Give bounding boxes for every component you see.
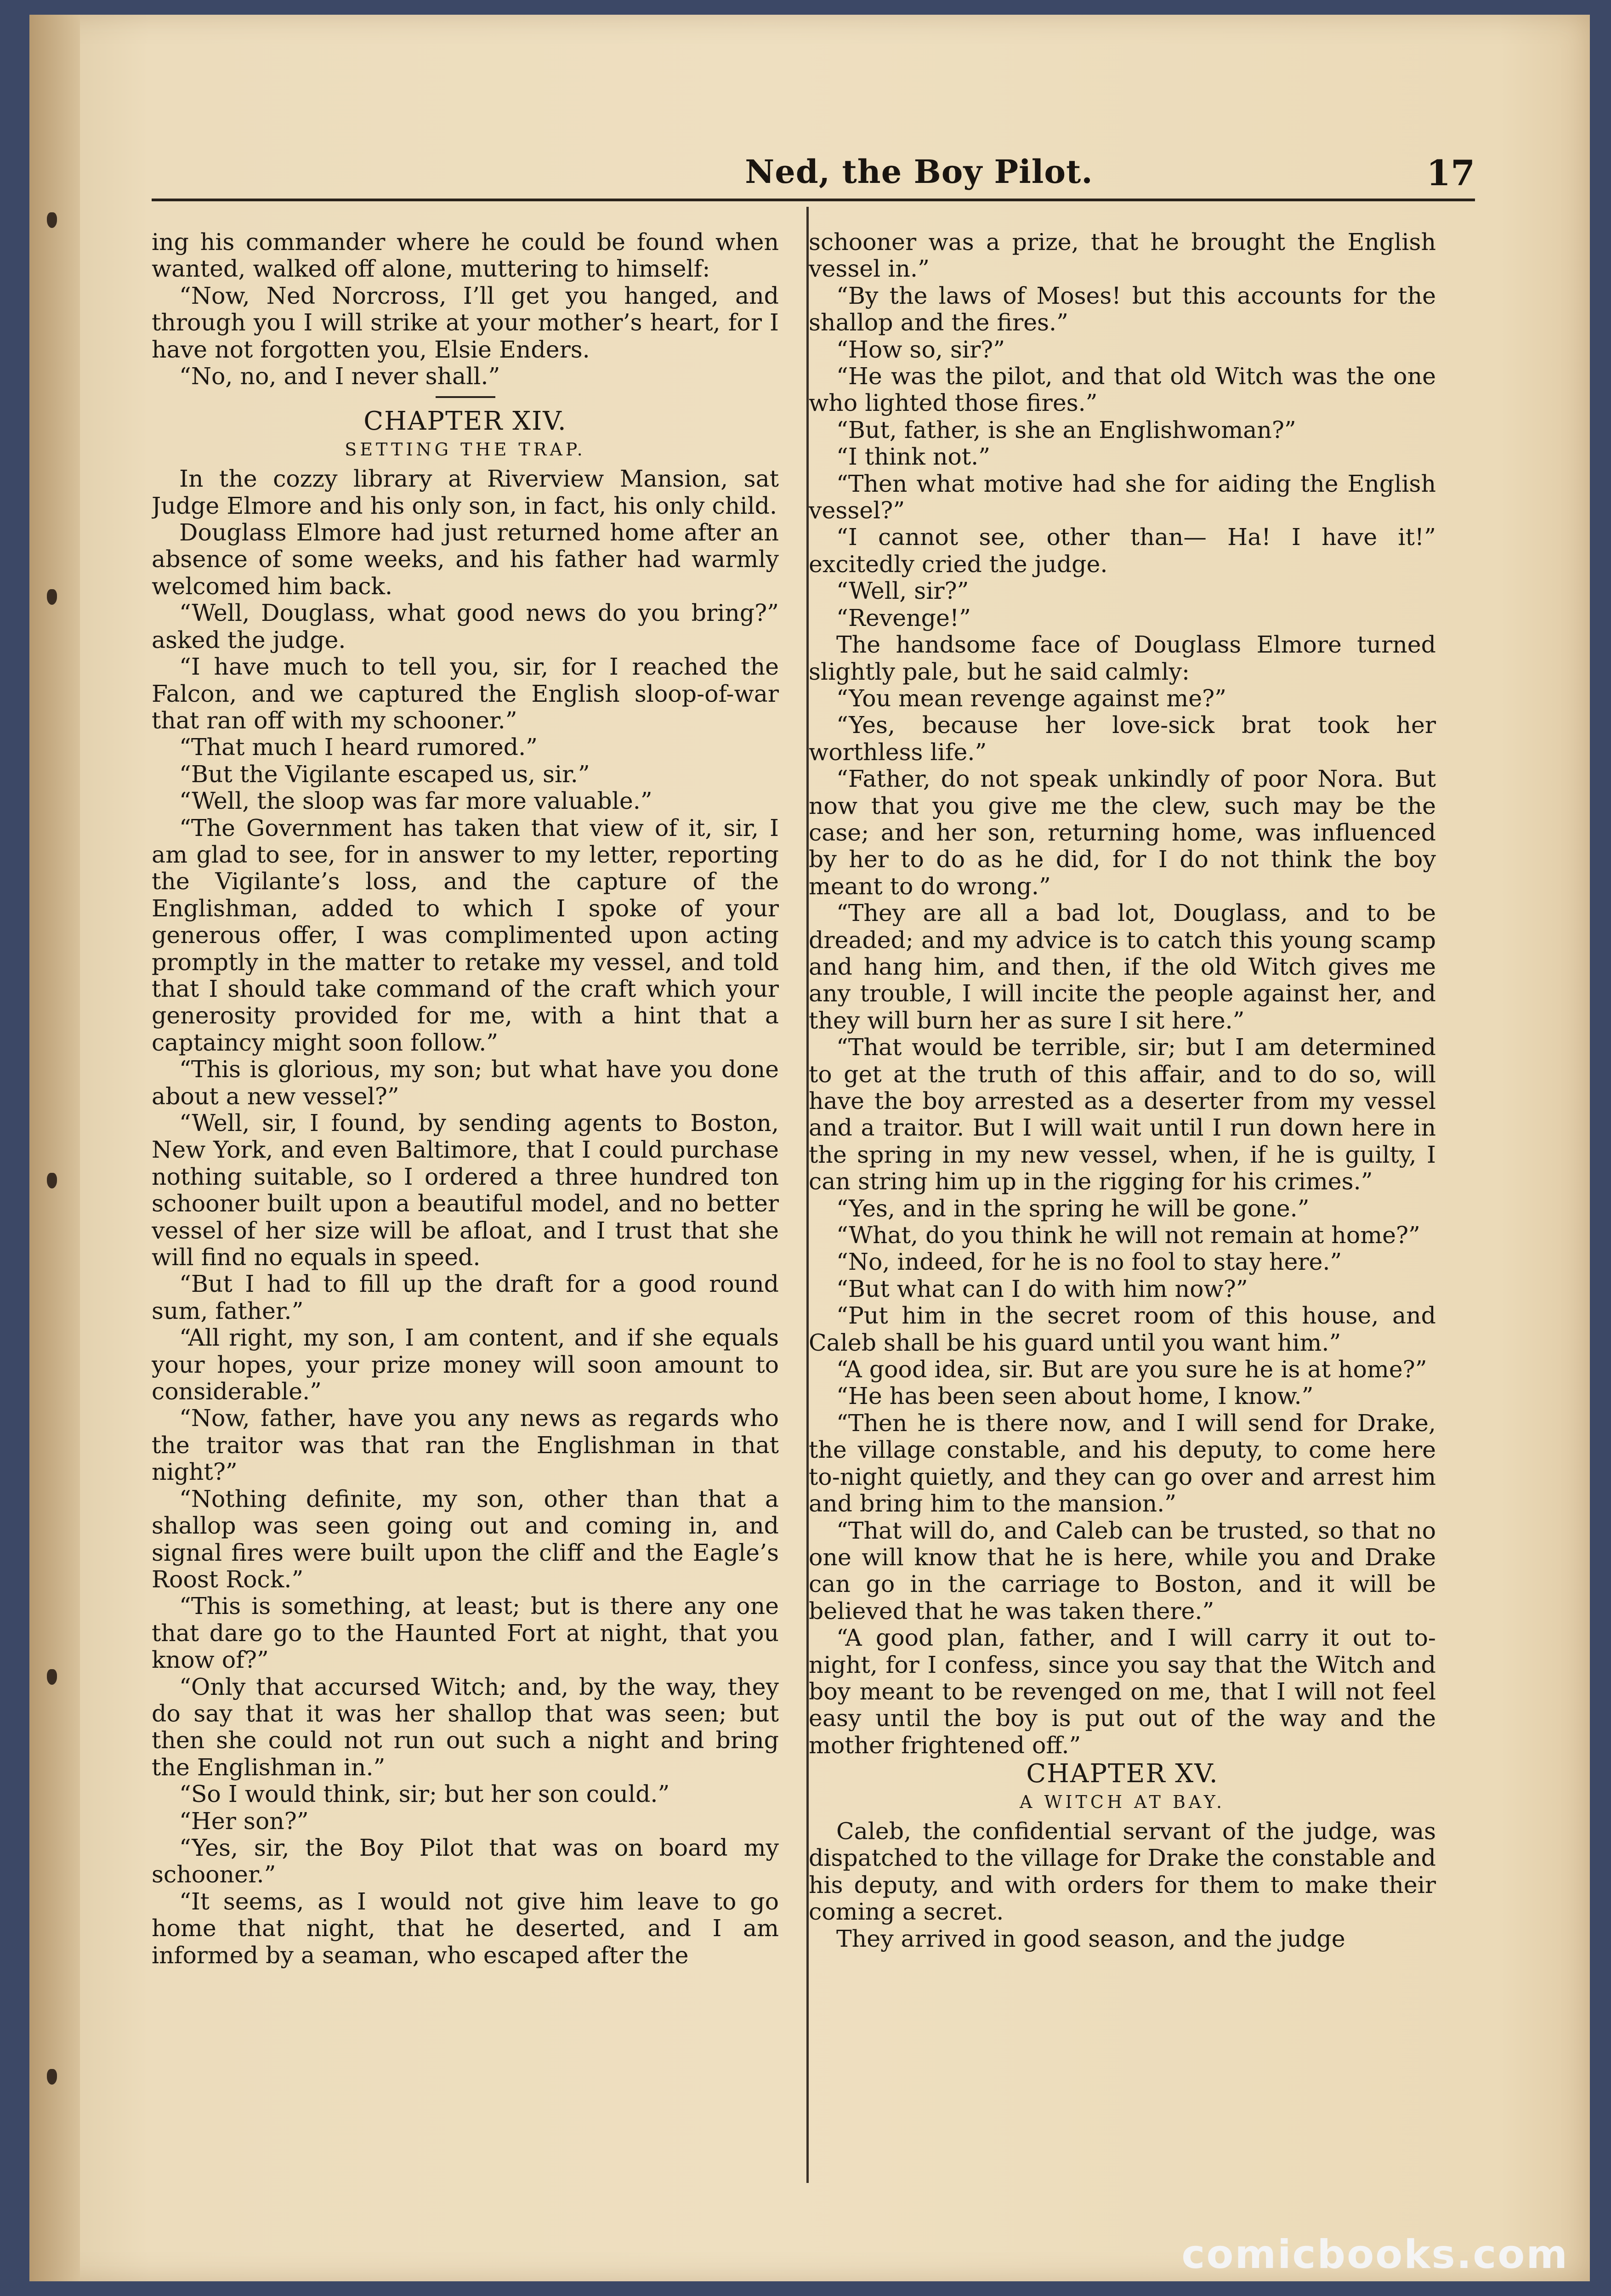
paragraph: “I cannot see, other than— Ha! I have it!” excitedly cried the judge. [809,523,1436,578]
page-number: 17 [1426,153,1475,193]
paragraph: “That much I heard rumored.” [179,733,538,761]
paragraph: “What, do you think he will not remain at home?” [836,1222,1420,1249]
paragraph: “That will do, and Caleb can be trusted, so that no one will know that he is here, while you and Drake can go in the carriage to Boston, and it will be believed that he was taken there.” [809,1517,1436,1625]
paragraph: In the cozzy library at Riverview Mansion, sat Judge Elmore and his only son, in fact, his only child. [152,465,779,519]
paragraph: Caleb, the confidential servant of the judge, was dispatched to the village for Drake the constable and his deputy, and with orders for them to make their coming a secret. [809,1817,1436,1926]
binding-stitch [47,1173,57,1188]
paragraph: “This is glorious, my son; but what have you done about a new vessel?” [152,1056,779,1110]
paragraph: “Well, Douglass, what good news do you bring?” asked the judge. [152,599,779,654]
paragraph: “Now, father, have you any news as regards who the traitor was that ran the Englishman in that night?” [152,1404,779,1486]
paragraph: “Now, Ned Norcross, I’ll get you hanged, and through you I will strike at your mother’s heart, for I have not forgotten you, Elsie Enders. [152,282,779,363]
chapter-rule [436,396,495,398]
binding-stitch [47,589,57,605]
paragraph: “By the laws of Moses! but this accounts for the shallop and the fires.” [809,282,1436,336]
left-column [152,229,779,2187]
right-column [809,229,1436,2187]
page-binding [29,15,80,2281]
paragraph: “Yes, because her love-sick brat took her worthless life.” [809,711,1436,766]
paragraph: “Father, do not speak unkindly of poor Nora. But now that you give me the clew, such may be the case; and her son, returning home, was influenced by her to do as he did, for I do not think the boy meant to do wrong.” [809,765,1436,900]
paragraph: “But I had to fill up the draft for a good round sum, father.” [152,1270,779,1324]
paragraph: “Her son?” [179,1807,309,1835]
paragraph: Douglass Elmore had just returned home after an absence of some weeks, and his father had warmly welcomed him back. [152,519,779,600]
paragraph: “Well, the sloop was far more valuable.” [179,787,652,815]
paragraph: “So I would think, sir; but her son could.” [179,1780,670,1808]
paragraph: “Well, sir?” [836,577,969,605]
paragraph: “He was the pilot, and that old Witch was the one who lighted those fires.” [809,363,1436,417]
paragraph: The handsome face of Douglass Elmore turned slightly pale, but he said calmly: [809,631,1436,685]
paragraph: “He has been seen about home, I know.” [836,1382,1314,1410]
watermark: comicbooks.com [1181,2232,1569,2278]
paragraph: “Only that accursed Witch; and, by the way, they do say that it was her shallop that was seen; but then she could not run out such a night and bring the Englishman in.” [152,1673,779,1781]
header-rule [152,199,1475,201]
paragraph: “But the Vigilante escaped us, sir.” [179,760,590,788]
paragraph: “That would be terrible, sir; but I am determined to get at the truth of this affair, and to do so, will have the boy arrested as a deserter from my vessel and a traitor. But I will wait until I run down here in the spring in my new vessel, when, if he is guilty, I can string him up in the rigging for his crimes.” [809,1034,1436,1195]
paragraph: schooner was a prize, that he brought the English vessel in.” [809,229,1436,283]
paragraph: “Nothing definite, my son, other than that a shallop was seen going out and coming in, and signal fires were built upon the cliff and the Eagle’s Roost Rock.” [152,1485,779,1593]
paragraph: “Yes, and in the spring he will be gone.” [836,1194,1310,1222]
paragraph: “A good plan, father, and I will carry it out to-night, for I confess, since you say that the Witch and boy meant to be revenged on me, that I will not feel easy until the boy is put out of the way and the mother frightened off.” [809,1624,1436,1759]
paragraph: “I think not.” [836,443,991,471]
page-header [152,147,1475,198]
paragraph: “How so, sir?” [836,335,1005,363]
chapter-heading: CHAPTER XV. [1026,1759,1219,1789]
paragraph: “But what can I do with him now?” [836,1275,1248,1302]
chapter-subtitle: SETTING THE TRAP. [345,439,586,460]
paragraph: “It seems, as I would not give him leave to go home that night, that he deserted, and I am informed by a seaman, who escaped after the [152,1887,779,1969]
paragraph: “All right, my son, I am content, and if she equals your hopes, your prize money will soon amount to considerable.” [152,1324,779,1405]
paragraph: “They are all a bad lot, Douglass, and to be dreaded; and my advice is to catch this young scamp and hang him, and then, if the old Witch gives me any trouble, I will incite the people against her, and they will burn her as sure I sit here.” [809,899,1436,1034]
paragraph: “A good idea, sir. But are you sure he is at home?” [836,1356,1427,1383]
paragraph: “Yes, sir, the Boy Pilot that was on board my schooner.” [152,1834,779,1888]
binding-stitch [47,212,57,228]
paragraph: “This is something, at least; but is there any one that dare go to the Haunted Fort at night, that you know of?” [152,1592,779,1674]
paragraph: “But, father, is she an Englishwoman?” [836,416,1296,443]
paragraph: “I have much to tell you, sir, for I reached the Falcon, and we captured the English sloop-of-war that ran off with my schooner.” [152,653,779,734]
paragraph: “Put him in the secret room of this house, and Caleb shall be his guard until you want him.” [809,1302,1436,1356]
paragraph: “Revenge!” [836,604,971,631]
paragraph: “No, indeed, for he is no fool to stay here.” [836,1248,1342,1276]
running-title: Ned, the Boy Pilot. [745,153,1093,191]
paragraph: “No, no, and I never shall.” [179,363,500,390]
paragraph: ing his commander where he could be found when wanted, walked off alone, muttering to himself: [152,229,779,283]
chapter-subtitle: A WITCH AT BAY. [1019,1791,1225,1812]
binding-stitch [47,1669,57,1685]
paragraph: They arrived in good season, and the judge [836,1925,1345,1952]
chapter-heading: CHAPTER XIV. [363,406,567,437]
paragraph: “Then he is there now, and I will send for Drake, the village constable, and his deputy, to come here to-night quietly, and they can go over and arrest him and bring him to the mansion.” [809,1409,1436,1517]
paragraph: “Then what motive had she for aiding the English vessel?” [809,470,1436,524]
binding-stitch [47,2069,57,2085]
paragraph: “Well, sir, I found, by sending agents to Boston, New York, and even Baltimore, that I could purchase nothing suitable, so I ordered a three hundred ton schooner built upon a beautiful model, and no better vessel of her size will be afloat, and I trust that she will find no equals in speed. [152,1109,779,1271]
paragraph: “The Government has taken that view of it, sir, I am glad to see, for in answer to my letter, reporting the Vigilante’s loss, and the capture of the Englishman, added to which I spoke of your generous offer, I was complimented upon acting promptly in the matter to retake my vessel, and told that I should take command of the craft which your generosity provided for me, with a hint that a captaincy might soon follow.” [152,814,779,1056]
paragraph: “You mean revenge against me?” [836,684,1226,712]
